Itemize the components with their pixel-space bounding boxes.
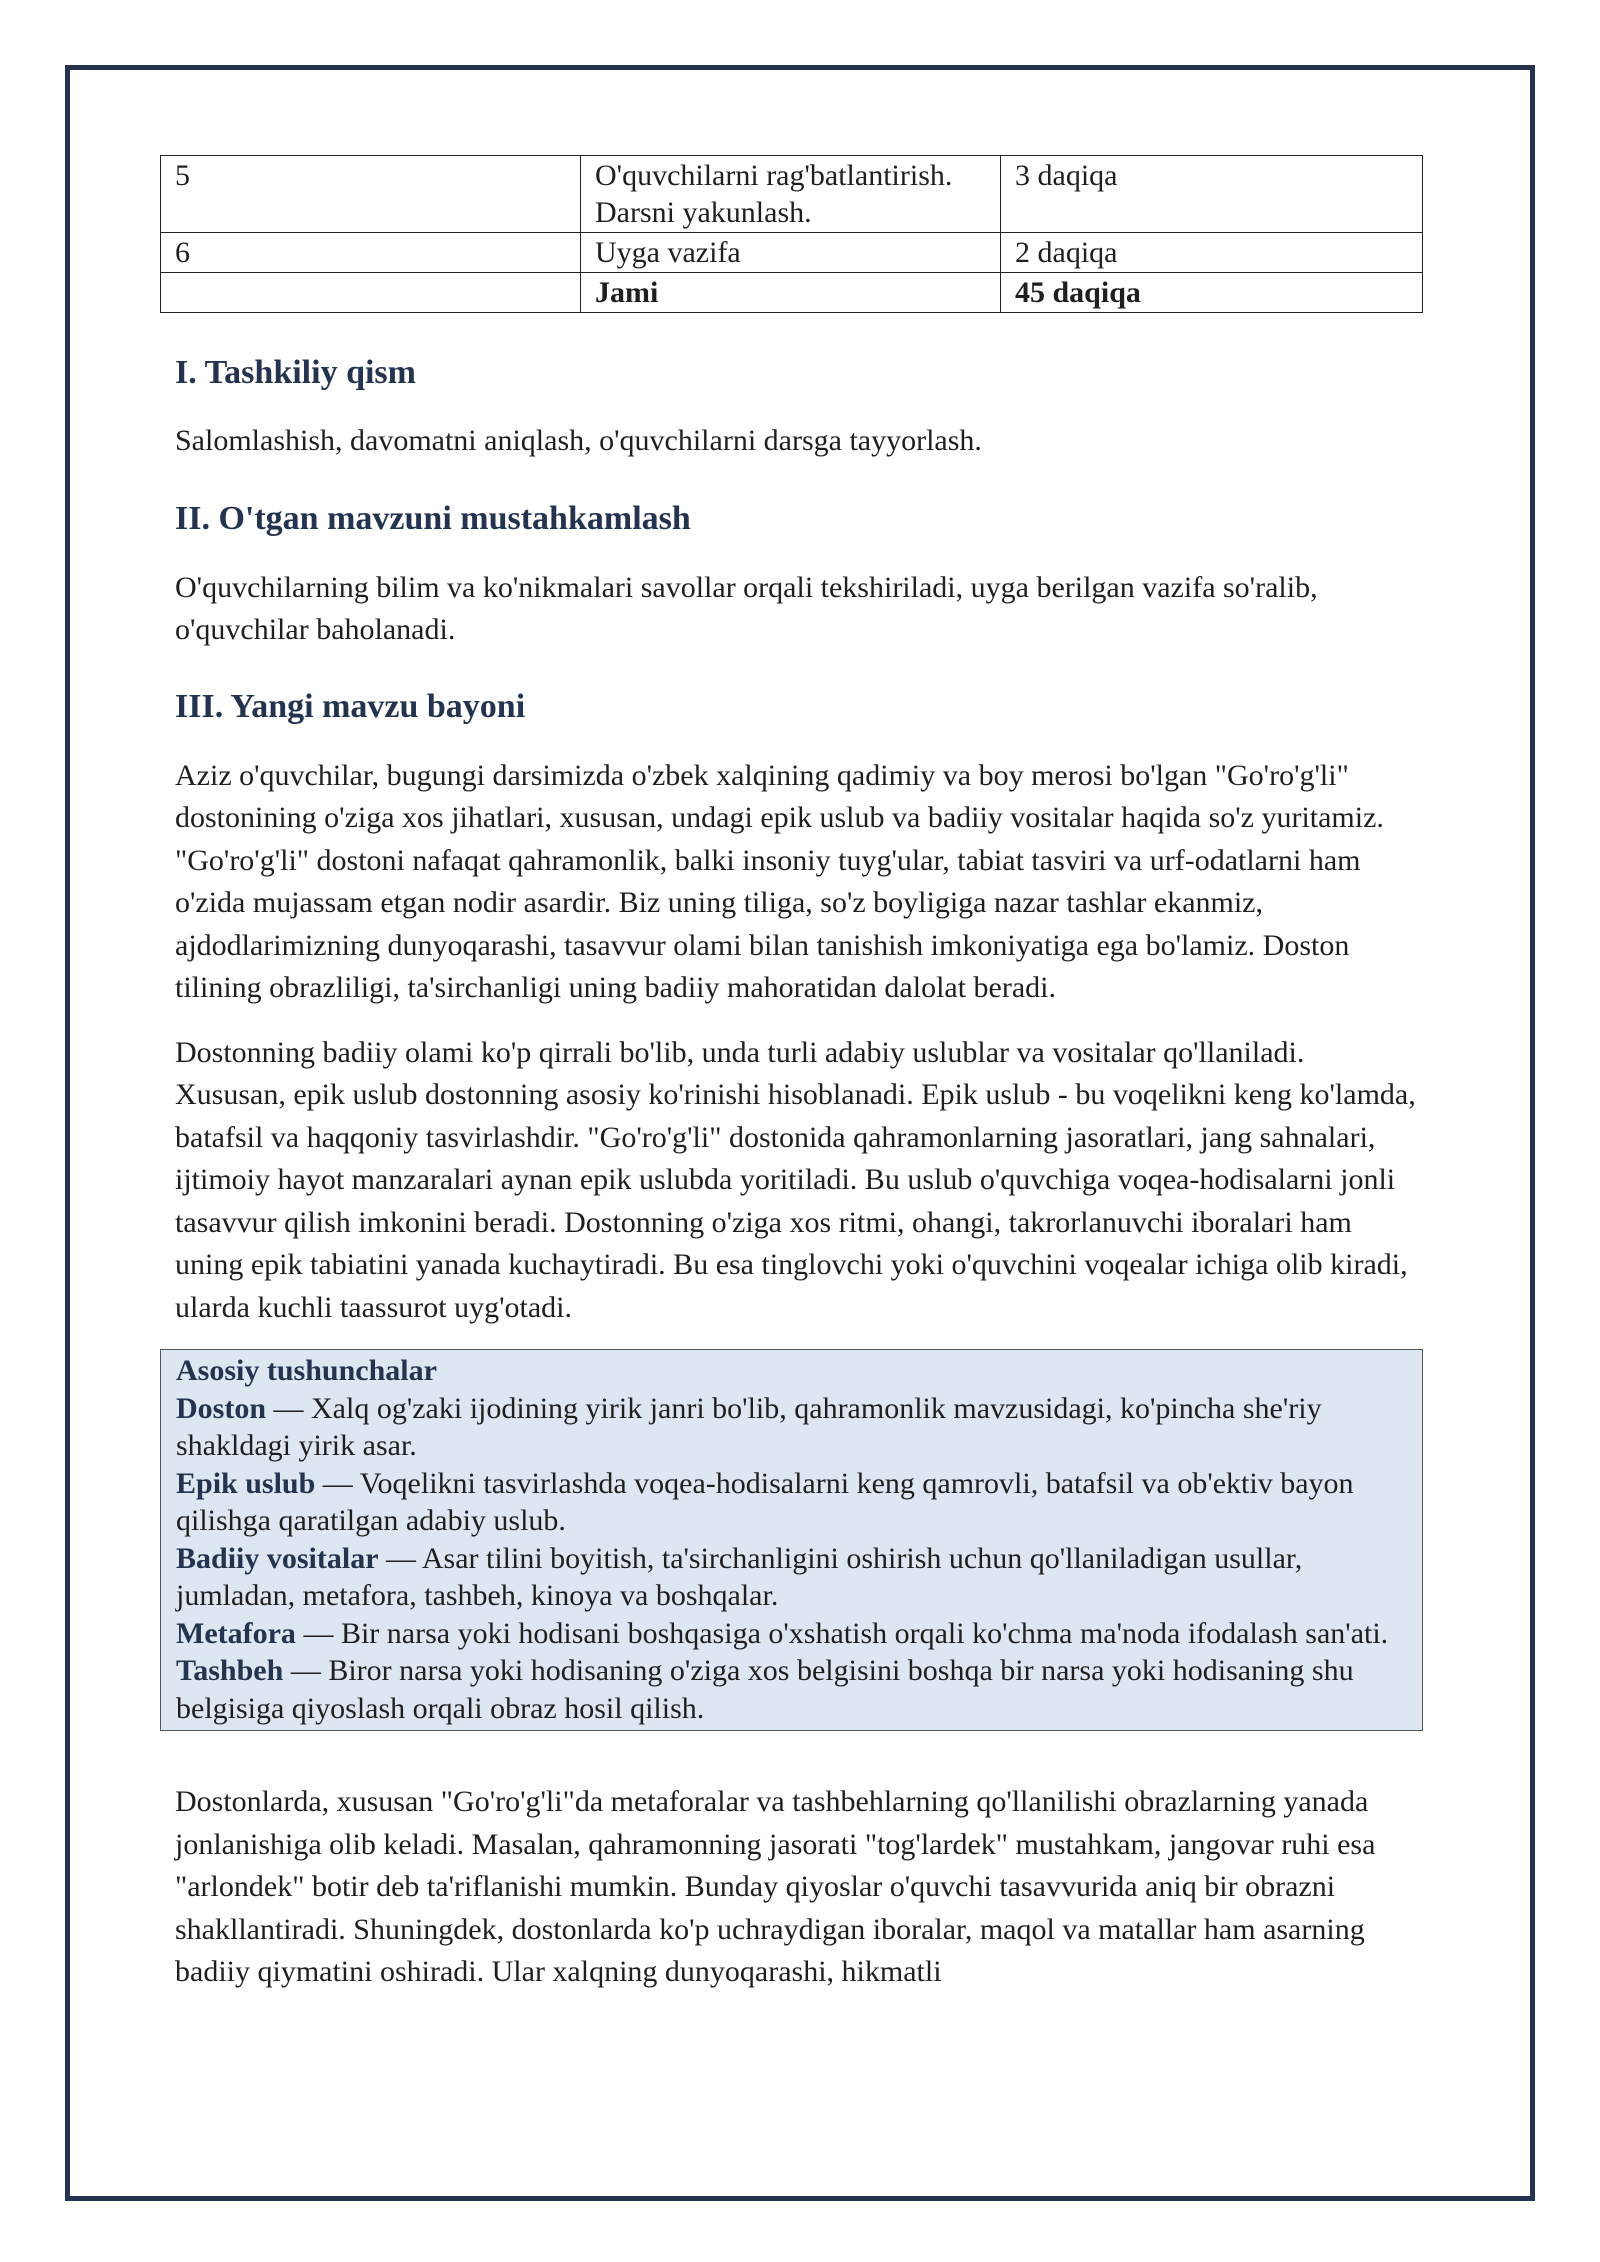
- concept-definition: — Voqelikni tasvirlashda voqea-hodisalarni keng qamrovli, batafsil va ob'ektiv bayon qilishga qaratilgan adabiy uslub.: [176, 1466, 1354, 1537]
- concept-definition: — Biror narsa yoki hodisaning o'ziga xos belgisini boshqa bir narsa yoki hodisaning shu belgisiga qiyoslash orqali obraz hosil qilish.: [176, 1654, 1354, 1725]
- table-cell-time: 3 daqiqa: [1001, 156, 1423, 233]
- table-cell-number: [161, 273, 581, 313]
- table-cell-number: 6: [161, 233, 581, 273]
- table-row: [161, 233, 1423, 273]
- paragraph: Aziz o'quvchilar, bugungi darsimizda o'zbek xalqining qadimiy va boy merosi bo'lgan "Go'ro'g'li" dostonining o'ziga xos jihatlari, xususan, undagi epik uslub va badiiy vositalar haqida so'z yuritamiz. "Go'ro'g'li" dostoni nafaqat qahramonlik, balki insoniy tuyg'ular, tabiat tasviri va urf-odatlarni ham o'zida mujassam etgan nodir asardir. Biz uning tiliga, so'z boyligiga nazar tashlar ekanmiz, ajdodlarimizning dunyoqarashi, tasavvur olami bilan tanishish imkoniyatiga ega bo'lamiz. Doston tilining obrazliligi, ta'sirchanligi uning badiiy mahoratidan dalolat beradi.: [175, 758, 1384, 1004]
- paragraph: Dostonning badiiy olami ko'p qirrali bo'lib, unda turli adabiy uslublar va vositalar qo'llaniladi. Xususan, epik uslub dostonning asosiy ko'rinishi hisoblanadi. Epik uslub - bu voqelikni keng ko'lamda, batafsil va haqqoniy tasvirlashdir. "Go'ro'g'li" dostonida qahramonlarning jasoratlari, jang sahnalari, ijtimoiy hayot manzaralari aynan epik uslubda yoritiladi. Bu uslub o'quvchiga voqea-hodisalarni jonli tasavvur qilish imkonini beradi. Dostonning o'ziga xos ritmi, ohangi, takrorlanuvchi iboralari ham uning epik tabiatini yanada kuchaytiradi. Bu esa tinglovchi yoki o'quvchini voqealar ichiga olib kiradi, ularda kuchli taassurot uyg'otadi.: [175, 1035, 1416, 1324]
- concept-item: [176, 1615, 1410, 1653]
- document-body: [160, 155, 1423, 1994]
- table-cell-total-time: 45 daqiqa: [1001, 273, 1423, 313]
- concept-term: Doston: [176, 1391, 267, 1425]
- table-cell-total-label: Jami: [581, 273, 1001, 313]
- paragraph: Salomlashish, davomatni aniqlash, o'quvchilarni darsga tayyorlash.: [175, 424, 982, 457]
- lesson-plan-table: [160, 155, 1423, 313]
- section-heading-new-topic: III. Yangi mavzu bayoni: [175, 687, 526, 725]
- concept-term: Tashbeh: [176, 1654, 284, 1687]
- concept-term: Epik uslub: [176, 1466, 316, 1500]
- section-heading-organizational: I. Tashkiliy qism: [175, 354, 416, 391]
- concept-term: Metafora: [176, 1616, 296, 1650]
- concept-definition: — Xalq og'zaki ijodining yirik janri bo'lib, qahramonlik mavzusidagi, ko'pincha she'riy shakldagi yirik asar.: [176, 1391, 1322, 1462]
- concept-item: [176, 1465, 1410, 1540]
- table-cell-stage: Uyga vazifa: [581, 233, 1001, 273]
- table-cell-stage: O'quvchilarni rag'batlantirish. Darsni yakunlash.: [581, 156, 1001, 233]
- concept-item: [176, 1540, 1410, 1615]
- concept-item: [176, 1390, 1410, 1465]
- key-concepts-heading: Asosiy tushunchalar: [176, 1354, 437, 1387]
- concept-item: [176, 1652, 1410, 1727]
- paragraph: O'quvchilarning bilim va ko'nikmalari savollar orqali tekshiriladi, uyga berilgan vazifa so'ralib, o'quvchilar baholanadi.: [175, 570, 1318, 646]
- concept-term: Badiiy vositalar: [176, 1541, 379, 1575]
- key-concepts-box: [160, 1349, 1423, 1731]
- section-heading-review: II. O'tgan mavzuni mustahkamlash: [175, 499, 691, 537]
- table-row-total: [161, 273, 1423, 313]
- paragraph: Dostonlarda, xususan "Go'ro'g'li"da metaforalar va tashbehlarning qo'llanilishi obrazlarning yanada jonlanishiga olib keladi. Masalan, qahramonning jasorati "tog'lardek" mustahkam, jangovar ruhi esa "arlondek" botir deb ta'riflanishi mumkin. Bunday qiyoslar o'quvchi tasavvurida aniq bir obrazni shakllantiradi. Shuningdek, dostonlarda ko'p uchraydigan iboralar, maqol va matallar ham asarning badiiy qiymatini oshiradi. Ular xalqning dunyoqarashi, hikmatli: [175, 1785, 1376, 1988]
- table-cell-time: 2 daqiqa: [1001, 233, 1423, 273]
- concept-definition: — Bir narsa yoki hodisani boshqasiga o'xshatish orqali ko'chma ma'noda ifodalash san'ati.: [295, 1616, 1389, 1650]
- table-cell-number: 5: [161, 156, 581, 233]
- concept-definition: — Asar tilini boyitish, ta'sirchanligini oshirish uchun qo'llaniladigan usullar, jumladan, metafora, tashbeh, kinoya va boshqalar.: [176, 1541, 1303, 1612]
- table-row: [161, 156, 1423, 233]
